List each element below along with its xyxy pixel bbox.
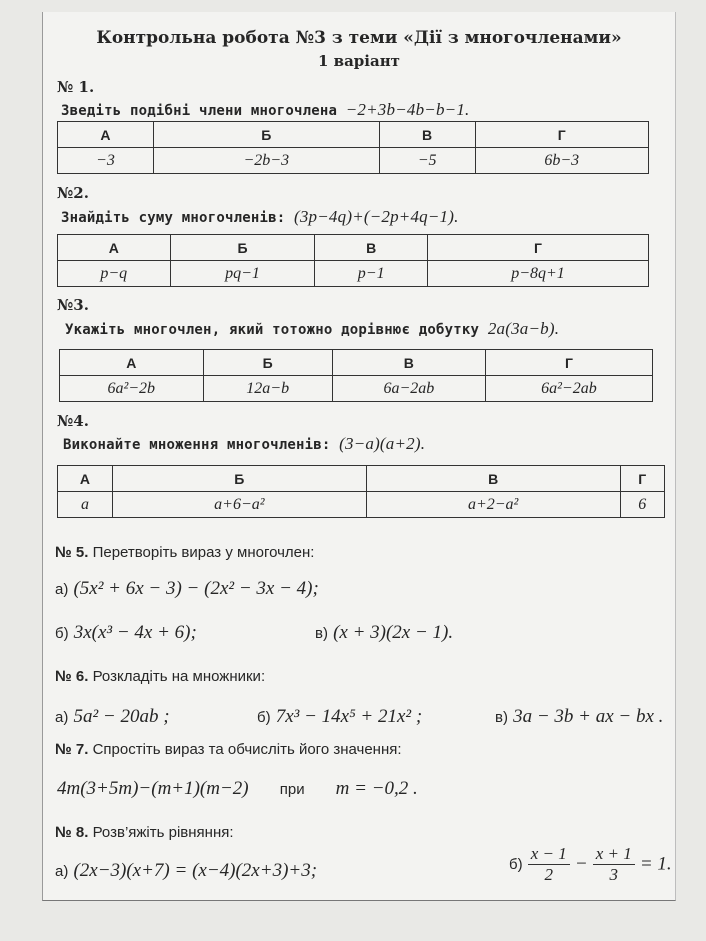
task-4-answer-b: a+6−a²: [112, 492, 366, 518]
task-6b: [257, 706, 422, 728]
task-3-header-c: В: [332, 350, 485, 376]
task-8a: [55, 860, 317, 882]
task-8-number: № 8.: [55, 824, 89, 841]
task-8-heading: [55, 824, 234, 841]
task-4-answer-c: a+2−a²: [366, 492, 620, 518]
task-6b-expression: 7x³ − 14x⁵ + 21x² ;: [275, 706, 423, 727]
task-1-number: № 1.: [57, 78, 95, 96]
task-8a-expression: (2x−3)(x+7) = (x−4)(2x+3)+3;: [73, 860, 318, 881]
task-5-number: № 5.: [55, 544, 89, 561]
task-2-header-c: В: [315, 235, 428, 261]
task-2-header-a: А: [58, 235, 171, 261]
task-8b-numerator-2: x + 1: [593, 844, 635, 865]
task-8b-denominator-1: 2: [544, 865, 553, 884]
task-5b-expression: 3x(x³ − 4x + 6);: [73, 622, 197, 643]
worksheet: [42, 12, 676, 901]
task-2-text: Знайдіть суму многочленів:: [61, 210, 286, 226]
task-4-header-c: В: [366, 466, 620, 492]
task-2-statement: [61, 207, 459, 227]
task-3-number: №3.: [57, 296, 89, 314]
task-1-answer-table: [57, 121, 649, 174]
task-1-header-c: В: [379, 122, 475, 148]
task-6c: [495, 706, 663, 728]
task-2-answer-a: p−q: [58, 261, 171, 287]
task-2-answer-d: p−8q+1: [427, 261, 648, 287]
task-4-text: Виконайте множення многочленів:: [63, 437, 331, 453]
task-1-answer-b: −2b−3: [153, 148, 379, 174]
task-3-expression: 2a(3a−b).: [487, 319, 560, 338]
task-3-answer-table: [59, 349, 653, 402]
task-3-statement: [65, 319, 559, 339]
task-8b-denominator-2: 3: [609, 865, 618, 884]
task-8-text: Розв’яжіть рівняння:: [92, 824, 234, 841]
task-7-value: m = −0,2 .: [335, 778, 418, 799]
task-2-number: №2.: [57, 184, 89, 202]
task-4-answer-a: a: [58, 492, 113, 518]
task-1-expression: −2+3b−4b−b−1.: [345, 100, 470, 119]
task-7-when-label: при: [279, 781, 305, 798]
task-3-answer-a: 6a²−2b: [60, 376, 204, 402]
page-title: Контрольна робота №3 з теми «Дії з многочленами»: [96, 28, 622, 48]
task-8b-label: б): [509, 856, 523, 873]
task-6-heading: [55, 668, 265, 685]
task-6b-label: б): [257, 709, 271, 726]
variant-label: 1 варіант: [318, 52, 400, 70]
task-8b-minus: −: [574, 853, 588, 875]
task-2-answer-b: pq−1: [170, 261, 315, 287]
task-3-answer-b: 12a−b: [203, 376, 332, 402]
task-5b: [55, 622, 197, 644]
task-4-statement: [63, 434, 425, 454]
task-2-header-b: Б: [170, 235, 315, 261]
task-1-answer-d: 6b−3: [475, 148, 648, 174]
task-5c-label: в): [315, 625, 328, 642]
task-2-answer-c: p−1: [315, 261, 428, 287]
task-1-header-b: Б: [153, 122, 379, 148]
task-2-expression: (3p−4q)+(−2p+4q−1).: [294, 207, 459, 226]
task-5-text: Перетворіть вираз у многочлен:: [92, 544, 315, 561]
task-5a-expression: (5x² + 6x − 3) − (2x² − 3x − 4);: [73, 578, 319, 599]
task-7-line: [57, 778, 418, 800]
task-4-expression: (3−a)(a+2).: [339, 434, 426, 453]
task-3-header-d: Г: [485, 350, 652, 376]
task-1-statement: [61, 100, 469, 120]
task-1-header-d: Г: [475, 122, 648, 148]
task-4-answer-table: [57, 465, 665, 518]
task-2-answer-table: [57, 234, 649, 287]
task-1-answer-c: −5: [379, 148, 475, 174]
task-6-text: Розкладіть на множники:: [92, 668, 266, 685]
task-6c-expression: 3a − 3b + ax − bx .: [513, 706, 664, 727]
task-8b-numerator-1: x − 1: [528, 844, 570, 865]
task-6-number: № 6.: [55, 668, 89, 685]
task-3-header-a: А: [60, 350, 204, 376]
task-6c-label: в): [495, 709, 508, 726]
task-6a-expression: 5a² − 20ab ;: [73, 706, 170, 727]
task-5a: [55, 578, 319, 600]
task-7-number: № 7.: [55, 741, 89, 758]
task-8b-fraction-2: [593, 844, 635, 885]
task-5b-label: б): [55, 625, 69, 642]
task-1-header-a: А: [58, 122, 154, 148]
task-2-header-d: Г: [427, 235, 648, 261]
task-7-heading: [55, 741, 402, 758]
task-5c: [315, 622, 453, 644]
task-8b-rhs: = 1.: [639, 853, 672, 875]
task-5-heading: [55, 544, 314, 561]
task-5a-label: а): [55, 581, 69, 598]
task-4-header-b: Б: [112, 466, 366, 492]
task-3-answer-d: 6a²−2ab: [485, 376, 652, 402]
task-8a-label: а): [55, 863, 69, 880]
task-4-header-d: Г: [620, 466, 664, 492]
task-1-text: Зведіть подібні члени многочлена: [61, 103, 338, 119]
task-4-header-a: А: [58, 466, 113, 492]
task-7-text: Спростіть вираз та обчисліть його значення:: [92, 741, 402, 758]
task-3-header-b: Б: [203, 350, 332, 376]
task-6a-label: а): [55, 709, 69, 726]
task-3-answer-c: 6a−2ab: [332, 376, 485, 402]
task-1-answer-a: −3: [58, 148, 154, 174]
task-8b-fraction-1: [528, 844, 570, 885]
task-6a: [55, 706, 170, 728]
task-5c-expression: (x + 3)(2x − 1).: [333, 622, 454, 643]
task-4-number: №4.: [57, 412, 89, 430]
task-7-expression: 4m(3+5m)−(m+1)(m−2): [57, 778, 249, 799]
task-3-text: Укажіть многочлен, який тотожно дорівнює добутку: [65, 322, 480, 338]
task-8b: [509, 844, 672, 885]
task-4-answer-d: 6: [620, 492, 664, 518]
